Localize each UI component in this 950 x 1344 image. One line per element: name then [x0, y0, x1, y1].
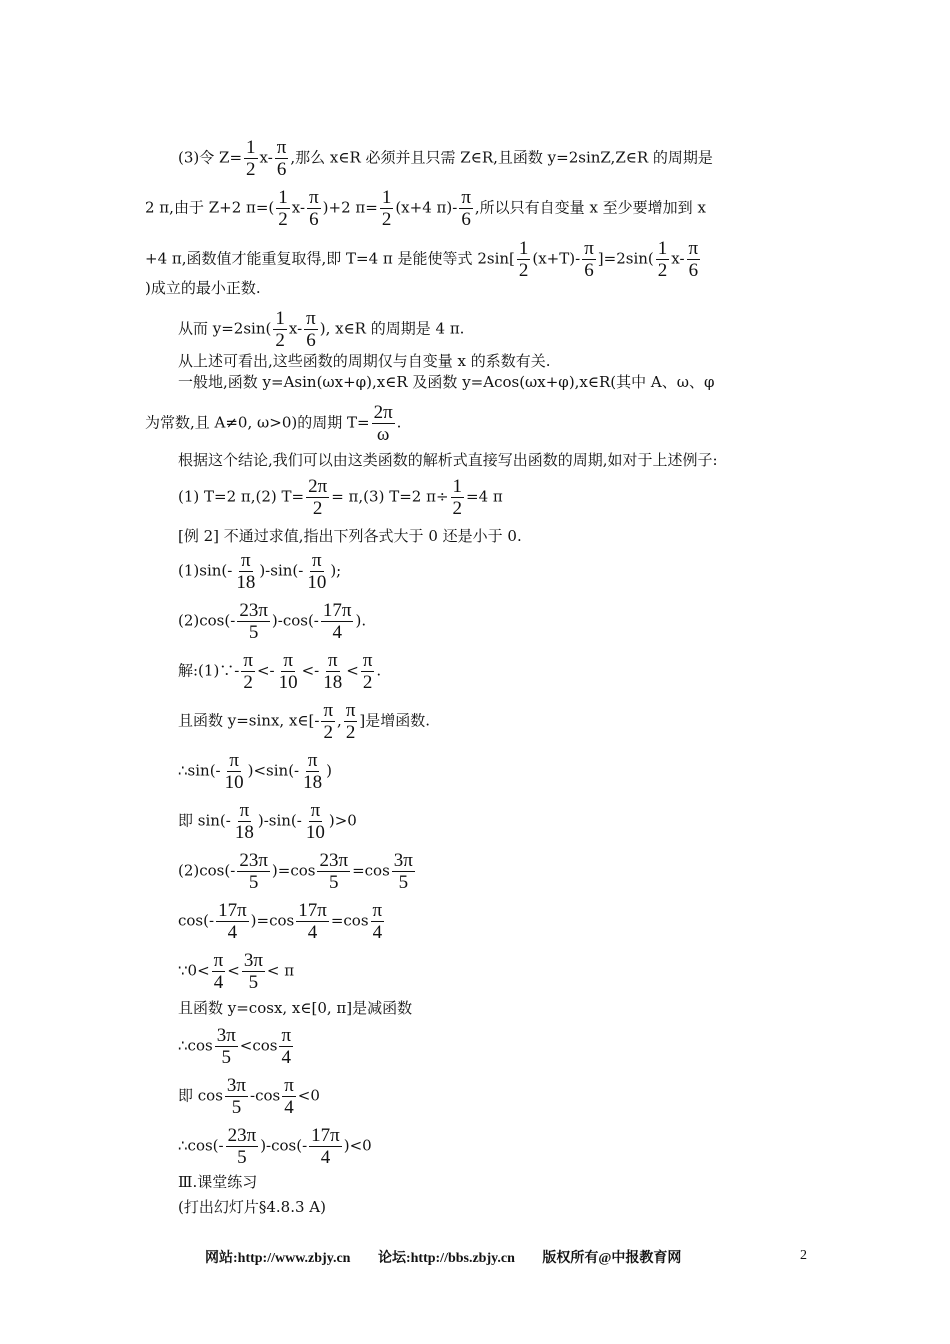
fraction	[296, 900, 329, 943]
fraction-numerator: π	[362, 650, 373, 671]
text: .	[376, 661, 382, 680]
fraction-numerator: π	[307, 750, 318, 771]
fraction-denominator: 2	[243, 672, 253, 693]
fraction-denominator: 10	[278, 672, 298, 693]
fraction	[277, 650, 300, 693]
text: =cos	[330, 911, 369, 930]
fraction-denominator: 2	[381, 209, 392, 230]
fraction-numerator: π	[309, 187, 319, 208]
text: )+2 π=	[322, 198, 378, 217]
text: (2)cos(-	[178, 611, 236, 630]
fraction-denominator: 2	[323, 722, 333, 743]
text: [例 2] 不通过求值,指出下列各式大于 0 还是小于 0.	[178, 527, 522, 545]
text: <cos	[239, 1036, 278, 1055]
fraction-denominator: 2	[312, 498, 323, 519]
text: <	[346, 661, 359, 680]
text: (x+4 π)-	[395, 198, 458, 217]
fraction-numerator: 1	[278, 187, 288, 208]
text-line	[178, 550, 341, 593]
section-heading	[178, 1172, 257, 1192]
text: ∴sin(-	[178, 761, 221, 780]
fraction-denominator: 4	[281, 1047, 292, 1068]
text-line	[178, 850, 417, 893]
text-line	[178, 1075, 320, 1118]
fraction	[305, 550, 328, 593]
fraction-numerator: 23π	[239, 600, 268, 621]
text: ]=2sin(	[597, 249, 654, 268]
fraction-denominator: 2	[246, 159, 256, 180]
text: (1) T=2 π,(2) T=	[178, 487, 305, 506]
text: )=cos	[271, 861, 316, 880]
text: x-	[291, 198, 306, 217]
fraction-denominator: 4	[227, 922, 238, 943]
fraction-numerator: 2π	[373, 402, 393, 423]
text: )<sin(-	[247, 761, 300, 780]
fraction-denominator: 4	[320, 1147, 331, 1168]
text: ,那么 x∈R 必须并且只需 Z∈R,且函数 y=2sinZ,Z∈R 的周期是	[290, 148, 713, 167]
fraction-numerator: π	[213, 950, 224, 971]
fraction	[321, 650, 344, 693]
fraction	[451, 476, 465, 519]
text: Ⅲ.课堂练习	[178, 1173, 258, 1191]
fraction-numerator: π	[323, 700, 334, 721]
text: <0	[297, 1086, 320, 1105]
text: )>0	[328, 811, 357, 830]
fraction-numerator: 17π	[322, 600, 352, 621]
footer-copyright: 版权所有@中报教育网	[542, 1251, 682, 1266]
fraction-numerator: π	[327, 650, 338, 671]
text: =cos	[352, 861, 390, 880]
fraction-denominator: 4	[372, 922, 383, 943]
fraction-denominator: 4	[332, 622, 342, 643]
fraction	[282, 1075, 296, 1118]
fraction-numerator: 23π	[227, 1125, 257, 1146]
fraction-denominator: 4	[307, 922, 318, 943]
text: (2)cos(-	[178, 861, 236, 880]
fraction-numerator: π	[372, 900, 383, 921]
text: <-	[256, 661, 275, 680]
fraction	[517, 238, 531, 281]
text: <-	[301, 661, 320, 680]
text: )成立的最小正数.	[145, 279, 261, 297]
text: -cos	[250, 1086, 281, 1105]
text: cos(-	[178, 911, 215, 930]
fraction	[317, 850, 350, 893]
fraction	[307, 187, 321, 230]
text-line	[178, 998, 412, 1018]
text: );	[330, 561, 342, 580]
fraction	[237, 850, 270, 893]
fraction	[241, 650, 255, 693]
fraction-denominator: 18	[303, 772, 323, 793]
text: <	[227, 961, 240, 980]
text-line	[178, 308, 464, 351]
fraction-denominator: 2	[518, 260, 529, 281]
fraction	[306, 476, 329, 519]
fraction-numerator: π	[284, 1075, 294, 1096]
fraction-denominator: 6	[584, 260, 594, 281]
fraction-numerator: π	[229, 750, 239, 771]
text-line	[178, 351, 551, 371]
text: 从上述可看出,这些函数的周期仅与自变量 x 的系数有关.	[178, 352, 551, 370]
text: ∴cos	[178, 1036, 213, 1055]
fraction-numerator: 1	[657, 238, 668, 259]
fraction-numerator: π	[345, 700, 356, 721]
text-line	[145, 402, 401, 445]
fraction	[321, 700, 335, 743]
fraction-denominator: 6	[461, 209, 471, 230]
fraction-numerator: π	[312, 550, 322, 571]
fraction-denominator: 2	[657, 260, 668, 281]
fraction-numerator: 1	[452, 476, 463, 497]
fraction-numerator: π	[281, 1025, 292, 1046]
fraction	[392, 850, 415, 893]
fraction-denominator: 10	[307, 572, 327, 593]
fraction	[242, 950, 265, 993]
fraction	[459, 187, 473, 230]
text: ).	[355, 611, 367, 630]
text: ,	[337, 711, 342, 730]
fraction	[234, 550, 257, 593]
text-line	[178, 800, 357, 843]
fraction-pi-6	[275, 137, 289, 180]
fraction-numerator: π	[243, 650, 253, 671]
fraction-numerator: 17π	[218, 900, 247, 921]
fraction-denominator: 6	[276, 159, 287, 180]
text: ,所以只有自变量 x 至少要增加到 x	[474, 198, 706, 217]
page-number: 2	[800, 1248, 807, 1263]
text-line	[178, 476, 503, 519]
fraction	[371, 900, 385, 943]
text-line	[178, 1025, 295, 1068]
text: x-	[259, 148, 273, 167]
text: ∴cos(-	[178, 1136, 224, 1155]
text: +4 π,函数值才能重复取得,即 T=4 π 是能使等式 2sin[	[145, 249, 515, 268]
fraction-denominator: 6	[309, 209, 319, 230]
fraction	[223, 750, 246, 793]
text: = π,(3) T=2 π÷	[331, 487, 449, 506]
fraction-numerator: π	[461, 187, 471, 208]
fraction-numerator: π	[306, 308, 316, 329]
fraction-numerator: 1	[518, 238, 529, 259]
text: (3)令 Z=	[178, 148, 243, 167]
fraction-denominator: 5	[248, 622, 259, 643]
footer-website: 网站:http://www.zbjy.cn	[205, 1251, 351, 1266]
fraction-denominator: 2	[345, 722, 356, 743]
text-line	[145, 278, 261, 298]
text: )-sin(-	[259, 561, 304, 580]
text-line	[178, 526, 522, 546]
fraction-denominator: 10	[224, 772, 244, 793]
fraction-numerator: π	[310, 800, 321, 821]
text: )<0	[343, 1136, 372, 1155]
fraction	[380, 187, 394, 230]
text: 解:(1)∵-	[178, 661, 240, 680]
text: ), x∈R 的周期是 4 π.	[319, 319, 465, 338]
text-line	[178, 900, 386, 943]
text: ∵0<	[178, 961, 210, 980]
fraction-denominator: 5	[248, 872, 259, 893]
fraction-numerator: 2π	[308, 476, 328, 497]
fraction-denominator: 2	[278, 209, 288, 230]
page-footer	[205, 1247, 705, 1267]
text: < π	[266, 961, 295, 980]
fraction-numerator: 1	[275, 308, 285, 329]
text: x-	[288, 319, 303, 338]
text: )-sin(-	[257, 811, 302, 830]
fraction	[321, 600, 354, 643]
text: 即 sin(-	[178, 811, 231, 830]
fraction	[656, 238, 670, 281]
fraction	[273, 308, 287, 351]
fraction-denominator: 6	[306, 330, 316, 351]
text: =4 π	[466, 487, 503, 506]
text-line	[178, 950, 294, 993]
fraction	[361, 650, 375, 693]
text-line	[178, 650, 381, 693]
fraction-denominator: 5	[248, 972, 259, 993]
fraction-numerator: π	[688, 238, 699, 259]
fraction-numerator: π	[241, 550, 251, 571]
fraction-numerator: π	[283, 650, 293, 671]
text: (x+T)-	[532, 249, 581, 268]
fraction-numerator: 3π	[243, 950, 263, 971]
fraction	[233, 800, 256, 843]
text: )-cos(-	[260, 1136, 308, 1155]
fraction-denominator: 4	[213, 972, 224, 993]
fraction	[216, 900, 249, 943]
fraction-numerator: 17π	[311, 1125, 340, 1146]
text: )	[326, 761, 332, 780]
fraction-half	[244, 137, 258, 180]
fraction	[372, 402, 395, 445]
fraction-denominator: 18	[234, 822, 254, 843]
fraction-denominator: 4	[284, 1097, 294, 1118]
text: x-	[671, 249, 685, 268]
text-line	[178, 1125, 372, 1168]
fraction-numerator: 23π	[319, 850, 349, 871]
fraction-denominator: ω	[376, 424, 390, 445]
fraction	[276, 187, 290, 230]
text: 且函数 y=cosx, x∈[0, π]是减函数	[178, 999, 413, 1017]
fraction-numerator: 17π	[298, 900, 327, 921]
text-line	[178, 450, 718, 470]
fraction-denominator: 5	[237, 1147, 247, 1168]
fraction-numerator: 3π	[216, 1025, 236, 1046]
fraction	[309, 1125, 342, 1168]
fraction-numerator: 3π	[226, 1075, 246, 1096]
fraction-denominator: 18	[323, 672, 343, 693]
text-line	[178, 137, 713, 180]
text: (1)sin(-	[178, 561, 233, 580]
text-line	[178, 700, 430, 743]
fraction-denominator: 6	[688, 260, 699, 281]
fraction-numerator: 3π	[393, 850, 413, 871]
fraction-numerator: π	[239, 800, 250, 821]
footer-forum: 论坛:http://bbs.zbjy.cn	[377, 1251, 515, 1266]
text: 一般地,函数 y=Asin(ωx+φ),x∈R 及函数 y=Acos(ωx+φ),x∈R(其中 A、ω、φ	[178, 373, 715, 391]
fraction-numerator: 23π	[239, 850, 268, 871]
text-line	[178, 600, 366, 643]
fraction-denominator: 2	[452, 498, 463, 519]
fraction	[279, 1025, 293, 1068]
fraction	[226, 1125, 259, 1168]
fraction-numerator: π	[276, 137, 287, 158]
text: (打出幻灯片§4.8.3 A)	[178, 1198, 326, 1216]
text: 根据这个结论,我们可以由这类函数的解析式直接写出函数的周期,如对于上述例子:	[178, 451, 718, 469]
fraction	[304, 800, 327, 843]
fraction-numerator: 1	[246, 137, 256, 158]
text: 为常数,且 A≠0, ω>0)的周期 T=	[145, 413, 370, 432]
text-line	[178, 372, 714, 392]
fraction-denominator: 2	[275, 330, 285, 351]
fraction	[344, 700, 358, 743]
text: )-cos(-	[271, 611, 319, 630]
text-line	[178, 750, 332, 793]
fraction-denominator: 5	[329, 872, 339, 893]
text-line	[145, 187, 706, 230]
fraction	[237, 600, 270, 643]
text: 2 π,由于 Z+2 π=(	[145, 198, 275, 217]
fraction-denominator: 5	[221, 1047, 231, 1068]
fraction	[212, 950, 226, 993]
fraction-numerator: 1	[381, 187, 392, 208]
text: ]是增函数.	[359, 711, 431, 730]
fraction-denominator: 18	[236, 572, 256, 593]
fraction	[304, 308, 318, 351]
text-line	[145, 238, 702, 281]
fraction-denominator: 5	[398, 872, 409, 893]
text: .	[396, 413, 402, 432]
fraction	[301, 750, 324, 793]
text-line	[178, 1197, 326, 1217]
fraction-numerator: π	[584, 238, 594, 259]
text: )=cos	[250, 911, 295, 930]
fraction	[582, 238, 596, 281]
text: 且函数 y=sinx, x∈[-	[178, 711, 320, 730]
fraction-denominator: 2	[362, 672, 373, 693]
fraction	[225, 1075, 248, 1118]
text: 从而 y=2sin(	[178, 319, 272, 338]
fraction-denominator: 5	[231, 1097, 242, 1118]
text: 即 cos	[178, 1086, 223, 1105]
fraction	[215, 1025, 238, 1068]
fraction	[687, 238, 701, 281]
fraction-denominator: 10	[305, 822, 325, 843]
